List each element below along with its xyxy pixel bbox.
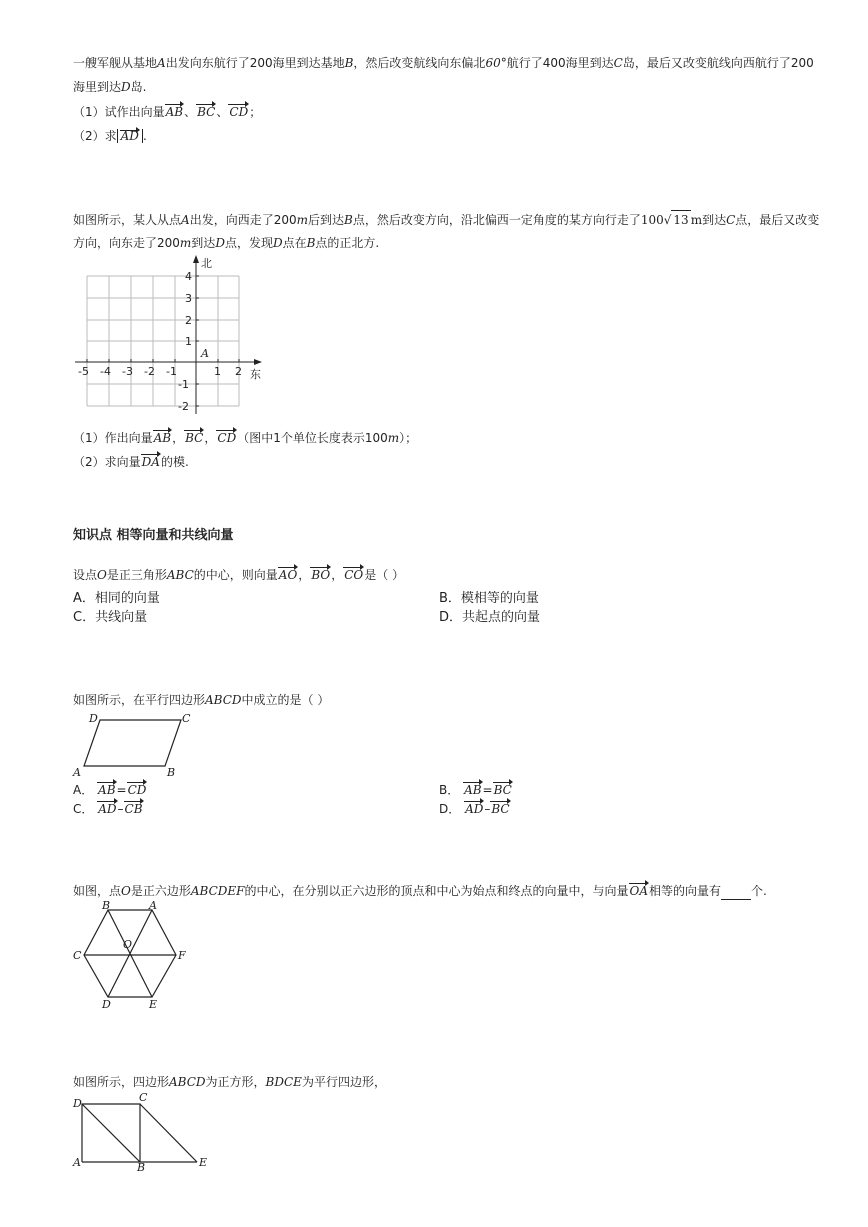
option-text: 共线向量: [95, 610, 148, 625]
hexagon-abcdef: ABCDEF: [190, 884, 245, 898]
separator: ，: [204, 431, 217, 445]
q1-stem-line2: [73, 78, 146, 96]
parallelogram-abcd: ABCD: [205, 693, 242, 707]
q4-option-b[interactable]: [439, 781, 513, 799]
q2-sub2-prefix: （2）求向量: [73, 455, 141, 469]
q1-text: 岛，最后又改变航线向西航行了200: [622, 56, 814, 70]
q5-text: 相等的向量有: [649, 884, 722, 898]
q2-text: 如图所示，某人从点: [73, 213, 182, 227]
vertex-label-a: A: [149, 899, 157, 912]
q3-option-d[interactable]: [439, 609, 540, 627]
separator: ，: [298, 568, 311, 582]
q5-hexagon-figure: [72, 900, 192, 1012]
absolute-value: [117, 129, 143, 143]
q2-subquestion-1: [73, 429, 417, 447]
suffix: ；: [249, 105, 262, 119]
vector-oa: OA: [629, 884, 649, 898]
vector-ab: AB: [165, 105, 184, 119]
separator: 、: [184, 105, 197, 119]
x-tick-label: -5: [78, 365, 89, 378]
hexagon-diagonals: [84, 910, 176, 997]
point-d: D: [121, 80, 131, 94]
q5-stem: [73, 882, 767, 900]
triangle-abc: ABC: [166, 568, 194, 582]
unit: m: [690, 213, 703, 227]
point-c: C: [726, 213, 736, 227]
east-label: 东: [250, 368, 261, 381]
option-text: 共起点的向量: [462, 610, 541, 625]
q6-text: 如图所示，四边形: [73, 1075, 170, 1089]
vector-rhs: BC: [491, 802, 510, 816]
q6-text: 为平行四边形，: [301, 1075, 386, 1089]
suffix: .: [142, 129, 147, 143]
vertex-label-e: E: [149, 998, 158, 1011]
point-b: B: [306, 236, 316, 250]
q3-text: 的中心，则向量: [193, 568, 278, 582]
q3-option-b[interactable]: [439, 590, 539, 608]
grid-lines: [87, 276, 239, 406]
q5-text: 个.: [751, 884, 767, 898]
q3-stem: [73, 566, 404, 584]
option-text: 相同的向量: [94, 591, 160, 606]
point-d: D: [272, 236, 283, 250]
q4-stem: [73, 691, 329, 709]
option-key: B．: [439, 783, 460, 797]
vector-rhs: CB: [124, 802, 143, 816]
x-tick-label: -1: [166, 365, 177, 378]
vertex-label-c: C: [73, 949, 82, 962]
vector-cd: CD: [229, 105, 249, 119]
vector-lhs: AD: [465, 802, 484, 816]
vertex-label-a: A: [73, 1156, 81, 1169]
q1-subquestion-1: [73, 103, 261, 121]
y-tick-label: 2: [185, 314, 192, 327]
separator: ，: [172, 431, 185, 445]
q2-stem-line1: [73, 210, 819, 229]
vertex-label-d: D: [102, 998, 111, 1011]
q2-text: 出发，向西走了200: [189, 213, 297, 227]
option-key: A．: [73, 783, 94, 797]
option-key: C．: [73, 802, 94, 816]
q2-text: ）；: [399, 431, 418, 445]
unit-m: m: [387, 431, 400, 445]
vector-cd: CD: [217, 431, 237, 445]
q1-subquestion-2: [73, 127, 147, 145]
section-heading: 知识点 相等向量和共线向量: [73, 528, 234, 543]
option-key: B．: [439, 591, 461, 606]
q2-text: 点的正北方.: [315, 236, 380, 250]
y-tick-label: 1: [185, 335, 192, 348]
vector-lhs: AB: [98, 783, 116, 797]
vector-rhs: BC: [493, 783, 512, 797]
point-o: O: [121, 884, 131, 898]
q3-text: 是（ ）: [364, 568, 405, 582]
vector-ab: AB: [153, 431, 172, 445]
north-label: 北: [201, 257, 212, 270]
coef: 100: [640, 213, 664, 227]
suffix: 的模.: [160, 455, 189, 469]
vector-co: CO: [344, 568, 364, 582]
option-key: C．: [73, 610, 96, 625]
q2-text: 点，然后改变方向，沿北偏西一定角度的某方向行走了: [352, 213, 641, 227]
option-key: A．: [73, 591, 95, 606]
origin-label-a: A: [201, 347, 209, 360]
unit-m: m: [296, 213, 308, 227]
q4-text: 中成立的是（ ）: [241, 693, 330, 707]
q2-subquestion-2: [73, 453, 189, 471]
q3-text: 设点: [73, 568, 98, 582]
q2-text: 点在: [282, 236, 307, 250]
q2-text: 后到达: [307, 213, 344, 227]
vertex-label-a: A: [73, 766, 81, 779]
q4-option-c[interactable]: [73, 800, 144, 818]
q4-parallelogram-figure: [72, 712, 202, 778]
q6-square-parallelogram-figure: [72, 1092, 217, 1172]
vector-bc: BC: [185, 431, 204, 445]
point-d: D: [215, 236, 225, 250]
y-tick-label: -1: [178, 378, 189, 391]
square-abcd: ABCD: [169, 1075, 206, 1089]
point-c: C: [613, 56, 623, 70]
vertex-label-b: B: [137, 1161, 146, 1174]
y-tick-label: 3: [185, 292, 192, 305]
q2-text: 到达: [191, 236, 216, 250]
separator: 、: [216, 105, 229, 119]
q1-text: 航行了400海里到达: [506, 56, 614, 70]
vertex-label-f: F: [178, 949, 186, 962]
q2-coordinate-grid-figure: [70, 254, 270, 414]
x-tick-label: 2: [235, 365, 242, 378]
q1-text: ，然后改变航线向东偏北: [353, 56, 486, 70]
center-label-o: O: [123, 938, 133, 951]
vector-lhs: AD: [98, 802, 117, 816]
y-axis-arrow-icon: [193, 255, 199, 263]
vector-lhs: AB: [464, 783, 482, 797]
q2-text: 点，最后又改变: [735, 213, 820, 227]
q3-option-a[interactable]: [73, 590, 160, 608]
operator: –: [484, 802, 491, 816]
vector-ao: AO: [278, 568, 298, 582]
separator: ，: [331, 568, 344, 582]
option-key: D．: [439, 610, 463, 625]
operator: =: [116, 783, 127, 797]
distance-expression: 100√ 13 m: [641, 213, 702, 227]
vector-bo: BO: [311, 568, 331, 582]
option-text: 模相等的向量: [460, 591, 539, 606]
vertex-label-d: D: [73, 1097, 82, 1110]
q1-text: 海里到达: [73, 80, 122, 94]
q4-option-a[interactable]: [73, 781, 147, 799]
q1-stem-line1: [73, 54, 814, 72]
x-tick-label: -2: [144, 365, 155, 378]
q2-text: 方向，向东走了200: [73, 236, 180, 250]
operator: –: [117, 802, 124, 816]
x-tick-label: -3: [122, 365, 133, 378]
x-tick-label: 1: [214, 365, 221, 378]
angle-60: 60°: [485, 56, 507, 70]
vector-ad: AD: [120, 129, 139, 143]
x-axis-arrow-icon: [254, 359, 262, 365]
q5-text: 的中心，在分别以正六边形的顶点和中心为始点和终点的向量中，与向量: [244, 884, 629, 898]
q5-text: 如图，点: [73, 884, 122, 898]
q2-text: （图中1个单位长度表示100: [237, 431, 388, 445]
q1-text: 岛.: [130, 80, 147, 94]
q1-text: 出发向东航行了200海里到达基地: [165, 56, 345, 70]
vector-rhs: CD: [127, 783, 147, 797]
q3-text: 是正三角形: [106, 568, 167, 582]
vector-da: DA: [141, 455, 160, 469]
square-and-parallelogram-lines: [82, 1104, 197, 1162]
point-a: A: [181, 213, 190, 227]
operator: =: [482, 783, 493, 797]
point-b: B: [344, 56, 354, 70]
q2-stem-line2: [73, 234, 379, 252]
parallelogram-shape: [84, 720, 181, 766]
q5-text: 是正六边形: [130, 884, 191, 898]
point-o: O: [97, 568, 107, 582]
vertex-label-b: B: [167, 766, 176, 779]
q4-option-d[interactable]: [439, 800, 511, 818]
unit-m: m: [179, 236, 192, 250]
vertex-label-d: D: [89, 712, 98, 725]
vertex-label-e: E: [199, 1156, 208, 1169]
option-key: D．: [439, 802, 461, 816]
q2-text: 到达: [702, 213, 727, 227]
vertex-label-c: C: [182, 712, 191, 725]
vector-bc: BC: [197, 105, 216, 119]
y-tick-label: 4: [185, 270, 192, 283]
q6-stem: [73, 1073, 386, 1091]
x-tick-label: -4: [100, 365, 111, 378]
q1-sub1-prefix: （1）试作出向量: [73, 105, 165, 119]
radicand: 13: [671, 210, 690, 229]
q3-option-c[interactable]: [73, 609, 147, 627]
answer-blank[interactable]: [721, 887, 751, 900]
y-tick-label: -2: [178, 400, 189, 413]
q4-text: 如图所示，在平行四边形: [73, 693, 206, 707]
point-b: B: [344, 213, 353, 227]
parallelogram-bdce: BDCE: [265, 1075, 302, 1089]
vertex-label-c: C: [139, 1091, 148, 1104]
q1-sub2-prefix: （2）求: [73, 129, 117, 143]
vertex-label-b: B: [102, 899, 111, 912]
q2-text: 点，发现: [224, 236, 273, 250]
q6-text: 为正方形，: [205, 1075, 266, 1089]
point-a: A: [157, 56, 166, 70]
q1-text: 一艘军舰从基地: [73, 56, 158, 70]
q2-sub1-prefix: （1）作出向量: [73, 431, 153, 445]
